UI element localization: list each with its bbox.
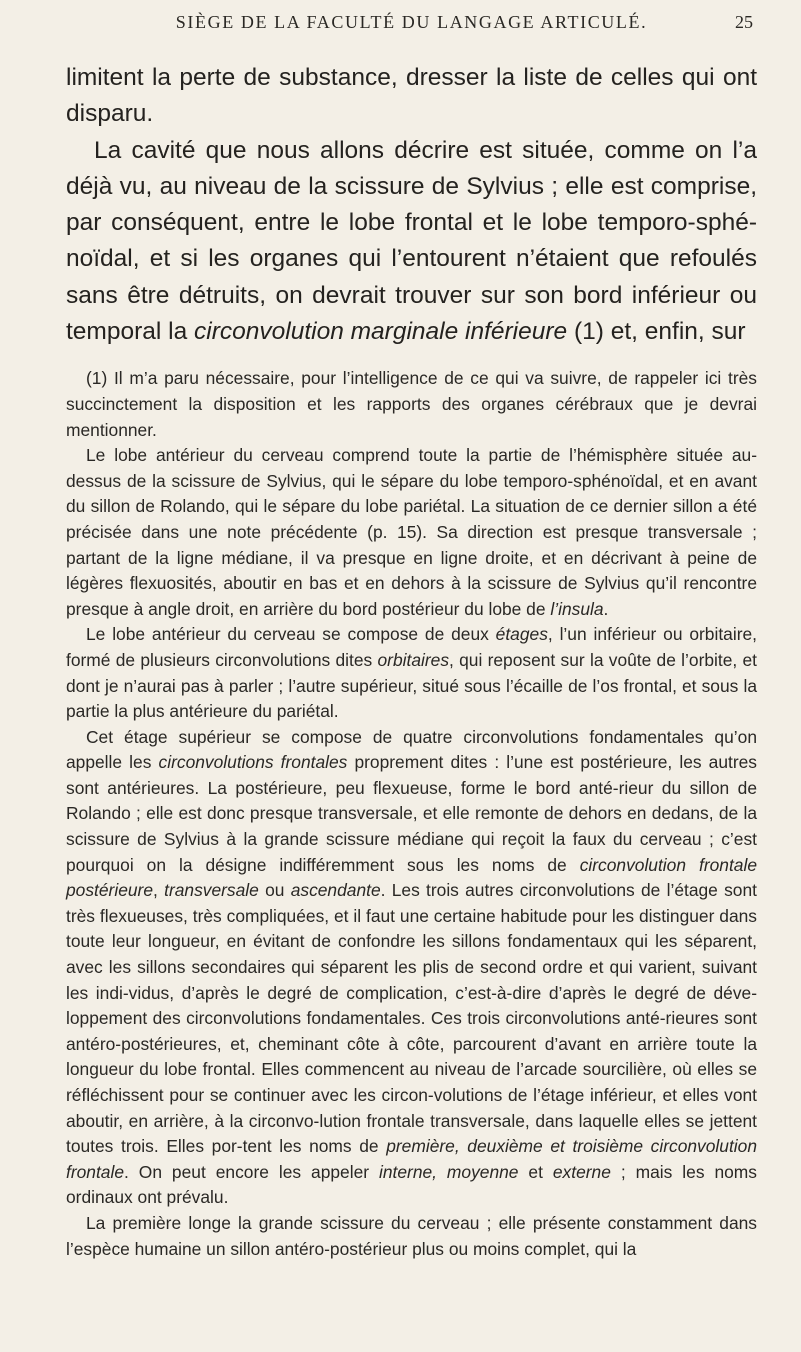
footnote-text: (1) Il m’a paru nécessaire, pour l’intelligence de ce qui va suivre, de rappeler ici très succinctement la disposition et les rapports des organes cérébraux que je devrai mentionner. [66, 368, 757, 440]
footnote-italic-term: circonvolution frontale postérieure [66, 854, 757, 901]
footnote-paragraph [66, 1211, 757, 1262]
footnote-italic-term: interne, moyenne [378, 1161, 519, 1182]
footnote-text: . [603, 598, 609, 619]
footnote-text: . Les trois autres circonvolutions de l’étage sont très flexueuses, très compliquées, et il faut une certaine habitude pour les distinguer dans toute leur longueur, en évitant de confondre les sillons fondamentaux qui les séparent, avec les sillons secondaires qui séparent les plis de second ordre et qui varient, suivant les indi-vidus, d’après le degré de complication, c’est-à-dire d’après le degré de déve-loppement des circonvolutions fondamentales. Ces trois circonvolutions anté-rieures sont antéro-postérieures, et, cheminant côte à côte, parcourent d’avant en arrière toute la longueur du lobe frontal. Elles commencent au niveau de l’arcade sourcilière, où elles se réfléchissent pour se continuer avec les circon-volutions de l’étage inférieur, et elles vont aboutir, en arrière, à la circonvo-lution frontale transversale, dans laquelle elles se jettent toutes trois. Elles por-tent les noms de [66, 880, 757, 1157]
main-paragraph [66, 60, 757, 133]
main-text-span: (1) et, enfin, sur [567, 318, 746, 346]
footnote-text: , [153, 880, 165, 901]
main-paragraph [66, 133, 757, 351]
footnote-paragraph [66, 443, 757, 622]
running-title: SIÈGE DE LA FACULTÉ DU LANGAGE ARTICULÉ. [175, 12, 648, 32]
footnote-italic-term: l’insula [550, 598, 604, 619]
footnote-italic-term: orbitaires [377, 649, 450, 670]
main-text-span: La cavité que nous allons décrire est située, comme on l’a déjà vu, au niveau de la scissure de Sylvius ; elle est comprise, par conséquent, entre le lobe frontal et le lobe temporo-sphé-noïdal, et si les organes qui l’entourent n’étaient que refoulés sans être détruits, on devrait trouver sur son bord inférieur ou temporal la [66, 136, 757, 346]
footnote [66, 366, 757, 1262]
footnote-italic-term: circonvolutions frontales [158, 752, 348, 773]
footnote-text: La première longe la grande scissure du cerveau ; elle présente constamment dans l’espèce humaine un sillon antéro-postérieur plus ou moins complet, qui la [66, 1212, 757, 1259]
footnote-text: . On peut encore les appeler [124, 1161, 379, 1182]
footnote-italic-term: première, deuxième et troisième circonvolution frontale [66, 1136, 757, 1182]
footnote-paragraph [66, 725, 757, 1211]
running-head [66, 0, 757, 60]
footnote-text: et [518, 1161, 553, 1182]
footnote-italic-term: externe [552, 1161, 611, 1182]
footnote-text: Le lobe antérieur du cerveau se compose de deux [86, 624, 496, 645]
footnote-text: , qui reposent sur la voûte de l’orbite, et dont je n’aurai pas à parler ; l’autre supérieur, situé sous l’écaille de l’os frontal, et sous la partie la plus antérieure du pariétal. [66, 649, 758, 722]
footnote-text: , l’un inférieur ou orbitaire, formé de plusieurs circonvolutions dites [66, 624, 758, 670]
footnote-paragraph [66, 622, 757, 724]
footnote-text: Le lobe antérieur du cerveau comprend toute la partie de l’hémisphère située au-dessus de la scissure de Sylvius, qui le sépare du lobe temporo-sphénoïdal, et en avant du sillon de Rolando, qui le sépare du lobe pariétal. La situation de ce dernier sillon a été précisée dans une note précédente (p. 15). Sa direction est presque transversale ; partant de la ligne médiane, il va presque en ligne droite, et en décrivant à peine de légères flexuosités, aboutir en bas et en dehors à la scissure de Sylvius qu’il rencontre presque à angle droit, en arrière du bord postérieur du lobe de [66, 445, 757, 619]
footnote-text: ; mais les noms ordinaux ont prévalu. [66, 1161, 757, 1208]
main-text-span: limitent la perte de substance, dresser la liste de celles qui ont disparu. [66, 64, 757, 128]
footnote-text: proprement dites : l’une est postérieure, les autres sont antérieures. La postérieure, peu flexueuse, forme le bord anté-rieur du sillon de Rolando ; elle est donc presque transversale, et elle remonte de dehors en dedans, de la scissure de Sylvius à la grande scissure médiane qui reçoit la faux du cerveau ; c’est pourquoi on la désigne indifféremment sous les noms de [66, 752, 758, 875]
footnote-italic-term: transversale [164, 880, 259, 901]
page-number: 25 [735, 12, 753, 32]
footnote-italic-term: étages [495, 624, 548, 645]
footnote-paragraph [66, 366, 757, 443]
main-italic-term: circonvolution marginale inférieure [194, 318, 568, 346]
footnote-italic-term: ascendante [290, 880, 381, 901]
footnote-text: Cet étage supérieur se compose de quatre circonvolutions fondamentales qu’on appelle les [66, 726, 757, 773]
main-text [66, 60, 757, 350]
footnote-text: ou [258, 880, 291, 901]
